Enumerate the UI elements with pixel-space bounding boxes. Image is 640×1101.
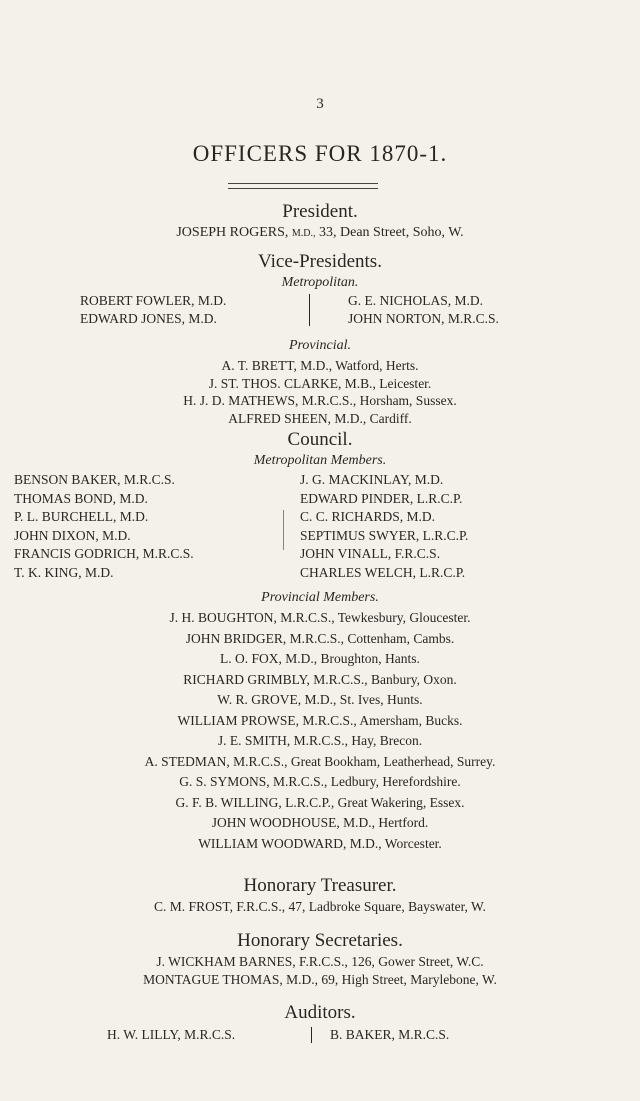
auditor-left: H. W. LILLY, M.R.C.S.	[107, 1027, 236, 1042]
secretaries-heading: Honorary Secretaries.	[237, 930, 403, 951]
president-heading: President.	[282, 201, 358, 222]
council-provincial-member: RICHARD GRIMBLY, M.R.C.S., Banbury, Oxon.	[183, 671, 457, 687]
council-member: T. K. KING, M.D.	[14, 564, 114, 580]
vp-metropolitan-entry: ROBERT FOWLER, M.D.	[80, 293, 227, 308]
council-heading: Council.	[287, 429, 353, 450]
council-member: THOMAS BOND, M.D.	[14, 490, 148, 506]
vp-provincial-entry: A. T. BRETT, M.D., Watford, Herts.	[221, 358, 419, 373]
vp-provincial-entry: H. J. D. MATHEWS, M.R.C.S., Horsham, Sussex.	[183, 393, 457, 408]
vp-provincial-label: Provincial.	[288, 338, 352, 353]
vice-presidents-heading: Vice-Presidents.	[258, 251, 382, 272]
page-number: 3	[316, 96, 324, 112]
column-divider	[309, 294, 310, 326]
auditor-right: B. BAKER, M.R.C.S.	[330, 1027, 450, 1042]
council-member: BENSON BAKER, M.R.C.S.	[14, 472, 175, 487]
vp-metropolitan-entry: G. E. NICHOLAS, M.D.	[348, 293, 483, 308]
council-member: EDWARD PINDER, L.R.C.P.	[300, 490, 463, 506]
council-provincial-member: WILLIAM WOODWARD, M.D., Worcester.	[198, 835, 442, 851]
council-member: JOHN DIXON, M.D.	[14, 527, 131, 543]
president-line	[0, 224, 640, 243]
page-title: OFFICERS FOR 1870-1.	[192, 141, 448, 166]
council-member: CHARLES WELCH, L.R.C.P.	[300, 564, 466, 580]
president-degree: M.D.,	[291, 228, 316, 239]
council-provincial-member: JOHN WOODHOUSE, M.D., Hertford.	[211, 815, 429, 830]
auditors-heading: Auditors.	[284, 1002, 356, 1023]
vp-provincial-entry: J. ST. THOS. CLARKE, M.B., Leicester.	[208, 375, 432, 391]
council-provincial-member: J. E. SMITH, M.R.C.S., Hay, Brecon.	[217, 733, 423, 748]
treasurer-heading: Honorary Treasurer.	[243, 875, 397, 896]
council-metropolitan-left	[14, 471, 194, 582]
vp-metropolitan-right	[348, 292, 499, 327]
treasurer-line: C. M. FROST, F.R.C.S., 47, Ladbroke Square, Bayswater, W.	[154, 899, 486, 914]
council-provincial-member: L. O. FOX, M.D., Broughton, Hants.	[220, 651, 420, 666]
council-metropolitan-right	[300, 471, 468, 582]
president-section	[0, 200, 640, 243]
council-metropolitan-label: Metropolitan Members.	[253, 453, 387, 468]
vp-provincial-entry: ALFRED SHEEN, M.D., Cardiff.	[228, 410, 412, 426]
vice-presidents-section	[0, 250, 640, 291]
council-provincial-member: WILLIAM PROWSE, M.R.C.S., Amersham, Bucks.	[177, 712, 463, 728]
council-member: C. C. RICHARDS, M.D.	[300, 509, 436, 524]
vp-metropolitan-left	[80, 292, 226, 327]
column-divider	[283, 510, 284, 550]
council-section	[0, 428, 640, 469]
council-provincial-member: JOHN BRIDGER, M.R.C.S., Cottenham, Cambs.	[185, 630, 455, 646]
council-member: P. L. BURCHELL, M.D.	[14, 509, 149, 524]
council-member: SEPTIMUS SWYER, L.R.C.P.	[300, 527, 469, 543]
council-provincial-member: W. R. GROVE, M.D., St. Ives, Hunts.	[217, 692, 423, 707]
auditors-section	[0, 1001, 640, 1025]
title-rule	[228, 183, 378, 189]
column-divider	[311, 1027, 312, 1043]
president-address: 33, Dean Street, Soho, W.	[319, 225, 464, 240]
council-provincial-member: G. S. SYMONS, M.R.C.S., Ledbury, Herefordshire.	[179, 774, 461, 789]
vp-metropolitan-label: Metropolitan.	[281, 275, 359, 290]
secretary-line: J. WICKHAM BARNES, F.R.C.S., 126, Gower Street, W.C.	[156, 954, 484, 969]
council-member: FRANCIS GODRICH, M.R.C.S.	[14, 546, 194, 561]
council-provincial	[0, 589, 640, 854]
council-provincial-label: Provincial Members.	[261, 590, 379, 605]
secretary-line: MONTAGUE THOMAS, M.D., 69, High Street, Marylebone, W.	[143, 971, 497, 987]
council-provincial-member: J. H. BOUGHTON, M.R.C.S., Tewkesbury, Gloucester.	[169, 610, 471, 625]
secretaries-section	[0, 929, 640, 988]
treasurer-section	[0, 874, 640, 916]
council-member: JOHN VINALL, F.R.C.S.	[300, 546, 441, 561]
president-name: JOSEPH ROGERS,	[176, 225, 289, 240]
council-member: J. G. MACKINLAY, M.D.	[300, 472, 444, 487]
vp-provincial	[0, 337, 640, 427]
vp-metropolitan-entry: JOHN NORTON, M.R.C.S.	[348, 310, 499, 326]
vp-metropolitan-entry: EDWARD JONES, M.D.	[80, 310, 217, 326]
council-provincial-member: A. STEDMAN, M.R.C.S., Great Bookham, Leatherhead, Surrey.	[144, 753, 496, 769]
council-provincial-member: G. F. B. WILLING, L.R.C.P., Great Wakering, Essex.	[175, 794, 465, 810]
